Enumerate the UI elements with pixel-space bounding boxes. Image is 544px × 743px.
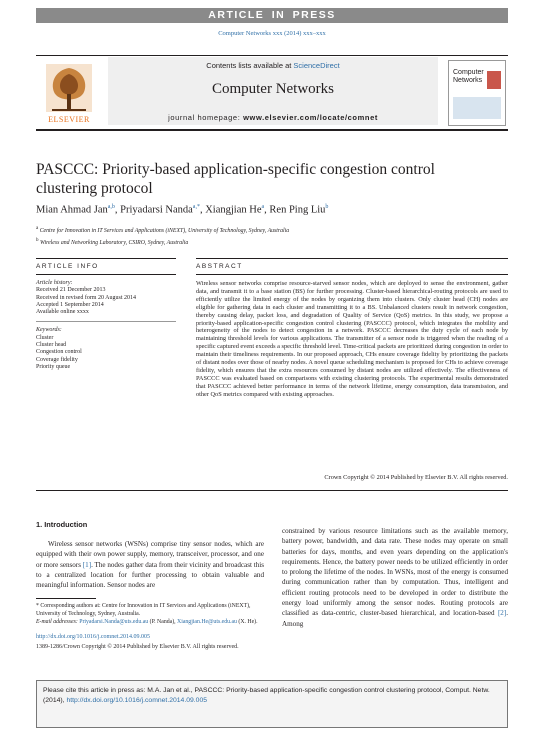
intro-text-part: Wireless sensor networks (WSNs) comprise tiny sensor nodes, which are equipped with their own power supply, memory, transceiver, processor, and one or more sensors [36,540,264,569]
author-affil-marks[interactable]: b [325,204,329,210]
citation-doi-link[interactable]: http://dx.doi.org/10.1016/j.comnet.2014.09.005 [66,697,208,704]
citation-link[interactable]: [1] [82,560,92,569]
masthead-bottom-rule [36,129,508,131]
cover-graphic [453,97,501,119]
author-name: Mian Ahmad Jan [36,204,108,216]
history-item: Received in revised form 20 August 2014 [36,294,136,301]
contents-prefix: Contents lists available at [206,61,294,70]
citation-text [43,686,503,706]
abstract-top-rule [196,258,508,259]
left-column [36,520,264,627]
paper-title: PASCCC: Priority-based application-specific congestion control clustering protocol [36,161,435,197]
homepage-link[interactable]: www.elsevier.com/locate/comnet [243,113,378,122]
footnote-rule [36,598,96,599]
masthead-center-panel [108,57,438,125]
homepage-prefix: journal homepage: [168,113,244,122]
intro-text-part: constrained by various resource limitations such as the available memory, battery power, bandwidth, and data rate. These nodes may operate on small batteries for days, months, and even years depending on the application's requirements. Hence, the battery power needs to be utilized efficiently in order to prolong the lifetime of the nodes. In WSNs, most of the energy is consumed during communication rather than by computation. Thus, intelligent and efficient routing protocols need to be developed in order to distribute the energy load uniformly among the sensor nodes. Routing protocols are classified as data-centric, cluster-based hierarchical, and location-based [282,527,508,618]
citation-text-part: Please cite this article in press as: M.A. Jan et al., PASCCC: Priority-based application-specific congestion control clustering protocol, Comput. Netw. (2014), [43,687,490,704]
keyword: Cluster [36,334,54,341]
abstract-copyright: Crown Copyright © 2014 Published by Elsevier B.V. All rights reserved. [324,474,508,481]
email-owner: (P. Nanda), [148,619,178,626]
intro-text-part: . Among [282,609,508,628]
affiliation-line [36,236,508,248]
keyword: Coverage fidelity [36,356,78,363]
intro-text-part: . The nodes gather data from their vicinity and broadcast this to a centralized location for further processing to obtain valuable and meaningful information. Sensor nodes are [36,560,264,590]
abstract-heading: ABSTRACT [196,263,243,270]
citation-box [36,680,508,728]
email-link[interactable]: Priyadarsi.Nanda@uts.edu.au [79,619,149,626]
journal-title: Computer Networks [211,81,335,97]
email-label: E-mail addresses: [36,619,80,626]
history-item: Received 21 December 2013 [36,287,106,294]
sciencedirect-link[interactable]: ScienceDirect [293,61,340,70]
keyword: Cluster head [36,342,67,349]
introduction-paragraph [36,539,264,590]
article-info-top-rule [36,258,176,259]
doi-link[interactable]: http://dx.doi.org/10.1016/j.comnet.2014.09.005 [36,634,151,640]
history-label: Article history: [36,280,73,286]
author-name: Ren Ping Liu [269,204,326,216]
cover-title: Computer Networks [453,69,484,84]
author-separator: , [199,204,206,216]
article-info-heading: ARTICLE INFO [36,263,99,270]
author-name: Xiangjian He [205,204,262,216]
masthead-top-rule [36,55,508,56]
citation-link[interactable]: [2] [497,609,507,618]
email-owner: (X. He). [236,619,258,626]
history-item: Accepted 1 September 2014 [36,301,104,308]
affiliation-mark: b [36,237,39,243]
publisher-name: ELSEVIER [48,115,90,124]
right-column [282,526,508,629]
article-in-press-banner: ARTICLE IN PRESS [36,8,508,23]
journal-reference[interactable]: Computer Networks xxx (2014) xxx–xxx [218,30,326,37]
affiliation-text: Wireless and Networking Laboratory, CSIRO, Sydney, Australia [39,239,189,246]
journal-homepage-line [108,113,438,122]
author-separator: , [114,204,121,216]
author-list [36,204,508,216]
abstract-text: Wireless sensor networks comprise resource-starved sensor nodes, which are deployed to sense the environment, gather data, and transmit it to a base station (BS) for further processing. Cluster-based hierarchical-routing protocols are used to efficiently utilize the limited energy of the nodes by organizing them into clusters. Only cluster head (CH) nodes are eligible for gathering data in each cluster and transmitting it to a BS. Unbalanced clusters result in network congestion, thereby causing delay, packet loss, and degradation of Quality of Service (QoS) metrics. In this study, we propose a priority-based application-specific congestion control clustering (PASCCC) protocol, which integrates the mobility and heterogeneity of the nodes to detect congestion in a network. PASCCC decreases the duty cycle of each node by maintaining threshold levels for various applications. The transmitter of a sensor node is triggered when the reading of a specific captured event exceeds a specific threshold level. Time-critical packets are prioritized during congestion in order to maintain their timeliness requirements. In our proposed approach, CHs ensure coverage fidelity by prioritizing the packets of distant nodes over those of nearby nodes. A novel queue scheduling mechanism is proposed for CHs to achieve coverage fidelity, which ensures that the extra resources consumed by distant nodes are utilized effectively. The effectiveness of PASCCC was evaluated based on comparisons with existing clustering protocols. The experimental results demonstrated that PASCCC achieved better performance in terms of the network lifetime, energy consumption, data transmission, and other QoS metrics compared with existing approaches. [196,280,508,398]
keyword: Priority queue [36,363,71,370]
article-info-panel [36,280,176,371]
affiliation-text: Centre for Innovation in IT Services and Applications (iNEXT), University of Technology, Sydney, Australia [39,227,290,234]
author-affil-marks[interactable]: a,b [107,204,115,210]
cover-accent-graphic [487,71,501,89]
contents-available-line [108,61,438,70]
affiliation-line [36,224,508,236]
keywords-label: Keywords: [36,327,62,334]
email-footnote [36,619,264,627]
issn-line: 1389-1286/Crown Copyright © 2014 Published by Elsevier B.V. All rights reserved. [36,644,239,650]
journal-cover-thumbnail[interactable] [448,60,506,126]
abstract-heading-rule [196,274,508,275]
author-separator: , [264,204,270,216]
author-name: Priyadarsi Nanda [120,204,193,216]
abstract-bottom-rule [36,490,508,491]
article-info-heading-rule [36,274,176,275]
article-info-divider [36,321,176,322]
affiliations [36,224,508,248]
keyword: Congestion control [36,349,82,356]
journal-masthead [36,55,508,131]
introduction-heading: 1. Introduction [36,520,88,529]
email-link[interactable]: Xiangjian.He@uts.edu.au [177,619,237,626]
author-affil-marks[interactable]: a [261,204,265,210]
history-item: Available online xxxx [36,309,89,316]
affiliation-mark: a [36,226,39,231]
author-affil-marks[interactable]: a,* [192,204,200,210]
corresponding-author-footnote: * Corresponding authors at: Centre for Innovation in IT Services and Applications (iNEXT), University of Technology, Sydney, Australia. [36,603,251,618]
